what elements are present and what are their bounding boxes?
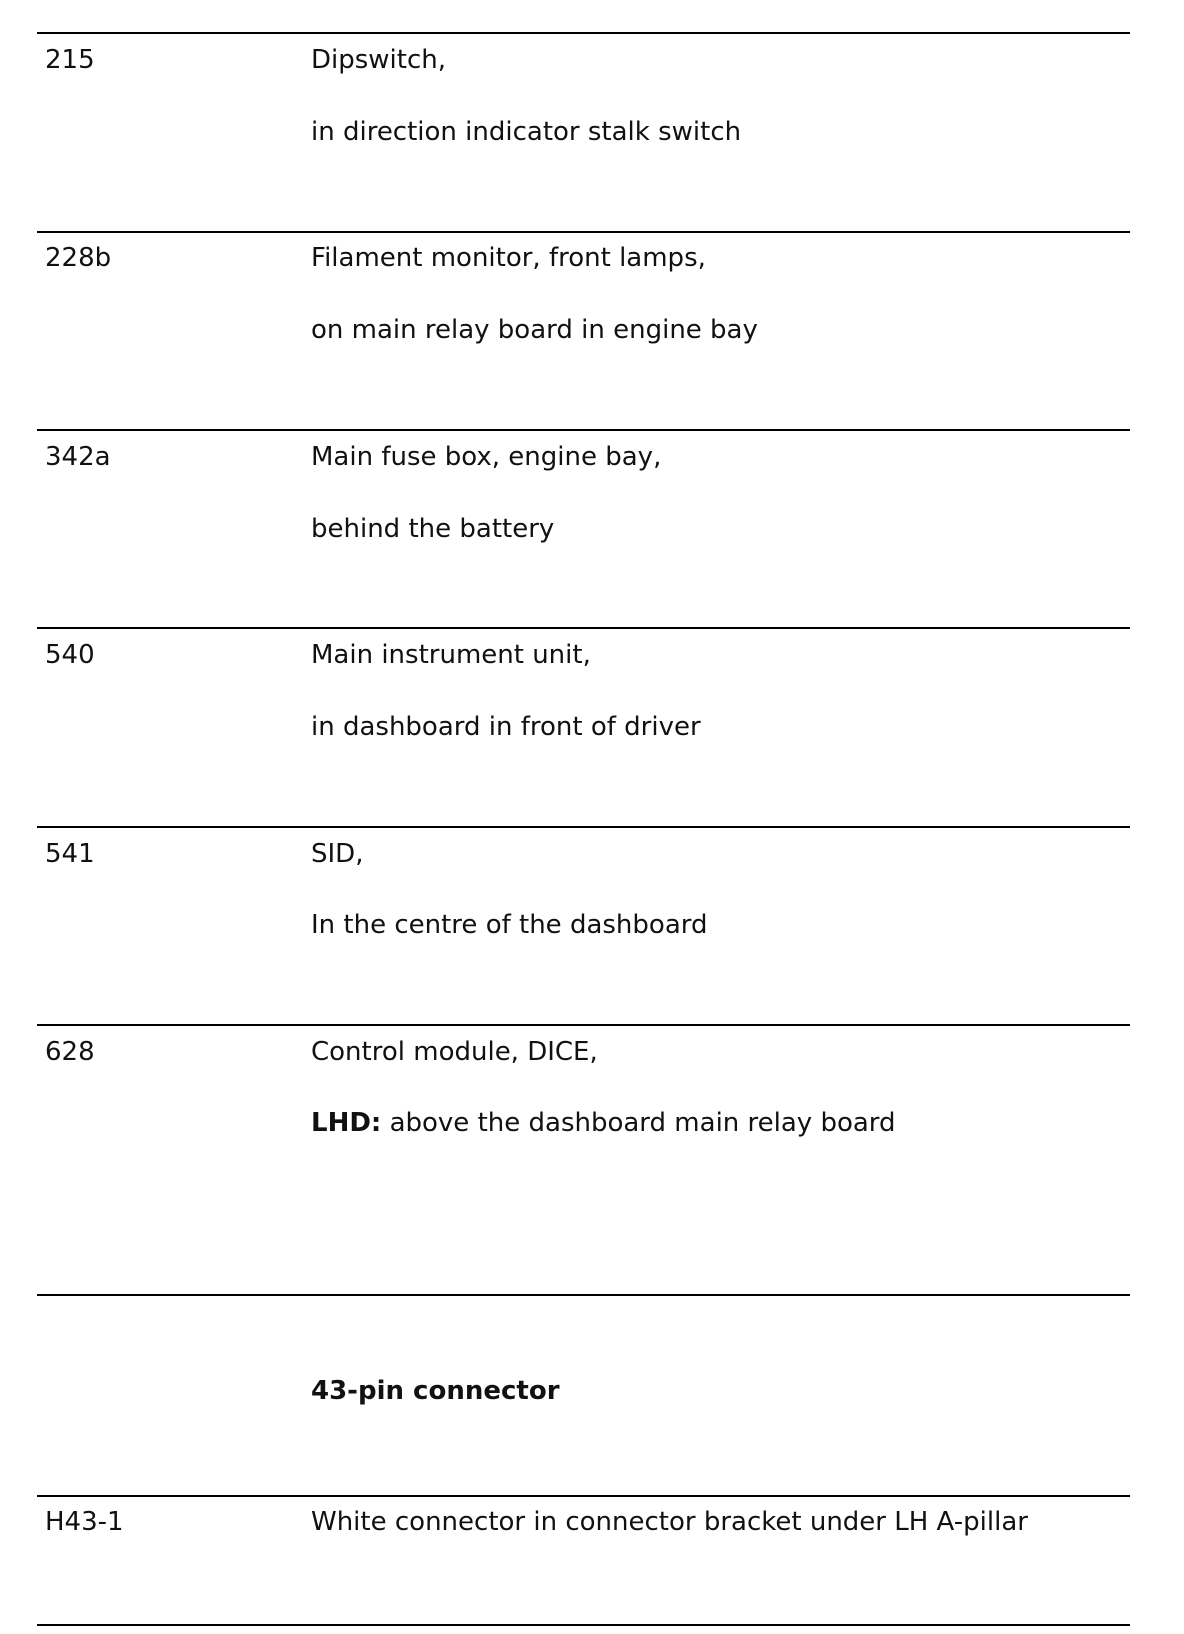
component-id: 228b [45, 243, 112, 273]
component-location: behind the battery [311, 514, 555, 544]
table-rule [37, 1495, 1130, 1497]
lhd-label: LHD: [311, 1108, 382, 1138]
component-id: 540 [45, 640, 95, 670]
component-name: Filament monitor, front lamps, [311, 243, 706, 273]
component-id: 342a [45, 442, 111, 472]
table-rule [37, 1624, 1130, 1626]
table-rule [37, 1024, 1130, 1026]
location-text: above the dashboard main relay board [381, 1108, 896, 1138]
table-rule [37, 826, 1130, 828]
component-location [311, 1106, 896, 1140]
table-rule [37, 231, 1130, 233]
section-heading: 43-pin connector [311, 1376, 560, 1406]
component-location: in dashboard in front of driver [311, 712, 701, 742]
table-rule [37, 429, 1130, 431]
table-rule [37, 32, 1130, 34]
component-location: in direction indicator stalk switch [311, 117, 742, 147]
component-location: on main relay board in engine bay [311, 315, 758, 345]
connector-id: H43-1 [45, 1507, 124, 1537]
table-rule [37, 1294, 1130, 1296]
component-id: 215 [45, 45, 95, 75]
component-name: Control module, DICE, [311, 1037, 598, 1067]
table-rule [37, 627, 1130, 629]
component-name: Main fuse box, engine bay, [311, 442, 662, 472]
component-id: 541 [45, 839, 95, 869]
component-name: Main instrument unit, [311, 640, 591, 670]
component-id: 628 [45, 1037, 95, 1067]
component-name: SID, [311, 839, 364, 869]
component-name: Dipswitch, [311, 45, 447, 75]
component-location: In the centre of the dashboard [311, 910, 708, 940]
connector-description: White connector in connector bracket under LH A-pillar [311, 1507, 1028, 1537]
